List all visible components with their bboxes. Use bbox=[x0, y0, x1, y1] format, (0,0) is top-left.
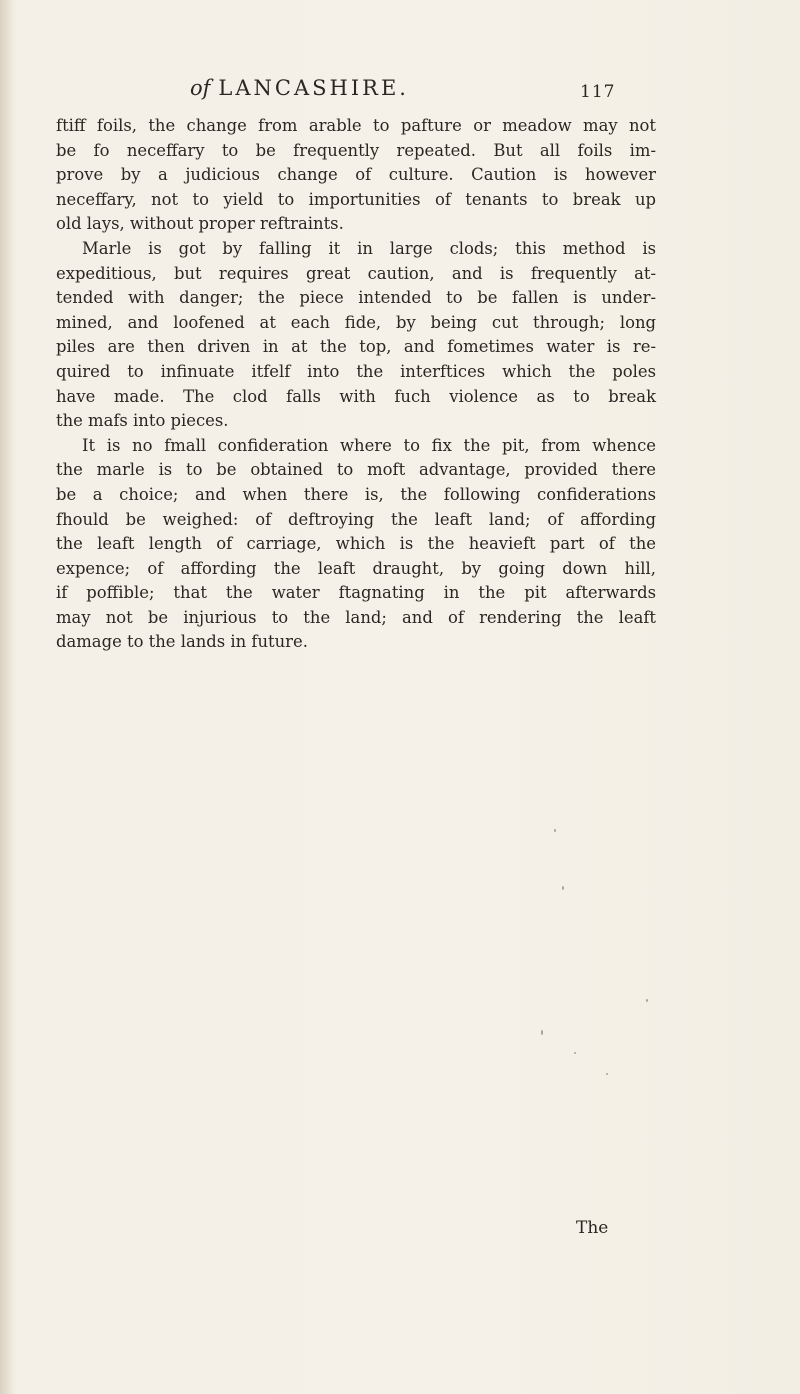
text-line: mined, and loofened at each fide, by being cut through; long bbox=[56, 312, 656, 332]
text-line: damage to the lands in future. bbox=[56, 632, 308, 652]
text-line: be a choice; and when there is, the following confiderations bbox=[56, 484, 656, 504]
running-head bbox=[0, 76, 800, 106]
text-line: expence; of affording the leaft draught, by going down hill, bbox=[56, 558, 656, 578]
text-line: ftiff foils, the change from arable to pafture or meadow may not bbox=[56, 116, 656, 135]
text-line: It is no fmall confideration where to fix the pit, from whence bbox=[82, 435, 656, 455]
text-line: the marle is to be obtained to moft advantage, provided there bbox=[56, 460, 656, 480]
text-line: piles are then driven in at the top, and fometimes water is re- bbox=[56, 337, 656, 357]
paper-speck bbox=[574, 1052, 576, 1054]
text-line: tended with danger; the piece intended to be fallen is under- bbox=[56, 288, 656, 308]
paper-speck bbox=[541, 1030, 543, 1035]
text-line: the mafs into pieces. bbox=[56, 411, 229, 431]
catchword: The bbox=[576, 1218, 609, 1238]
paper-speck bbox=[562, 886, 564, 890]
text-line: expeditious, but requires great caution, and is frequently at- bbox=[56, 263, 656, 283]
text-line: Marle is got by falling it in large clods; this method is bbox=[82, 238, 656, 258]
running-title-text: LANCASHIRE. bbox=[218, 76, 409, 100]
paragraph bbox=[56, 114, 656, 237]
text-line: quired to infinuate itfelf into the interftices which the poles bbox=[56, 361, 656, 381]
text-line: neceffary, not to yield to importunities of tenants to break up bbox=[56, 189, 656, 209]
text-line: be fo neceffary to be frequently repeated. But all foils im- bbox=[56, 140, 656, 160]
text-line: fhould be weighed: of deftroying the leaft land; of affording bbox=[56, 509, 656, 529]
running-title bbox=[190, 76, 409, 100]
text-line: prove by a judicious change of culture. Caution is however bbox=[56, 165, 656, 185]
text-line: the leaft length of carriage, which is the heavieft part of the bbox=[56, 534, 656, 554]
text-line: have made. The clod falls with fuch violence as to break bbox=[56, 386, 656, 406]
text-line: old lays, without proper reftraints. bbox=[56, 214, 344, 234]
paper-speck bbox=[554, 829, 556, 832]
paper-speck bbox=[606, 1073, 608, 1075]
paper-speck bbox=[646, 999, 648, 1002]
page-gutter bbox=[0, 0, 14, 1394]
body-text bbox=[56, 114, 656, 655]
running-title-prefix: of bbox=[190, 76, 211, 100]
paragraph bbox=[56, 237, 656, 434]
text-line: may not be injurious to the land; and of rendering the leaft bbox=[56, 607, 656, 627]
page-number: 117 bbox=[580, 82, 616, 102]
paragraph bbox=[56, 434, 656, 655]
text-line: if poffible; that the water ftagnating in the pit afterwards bbox=[56, 583, 656, 603]
